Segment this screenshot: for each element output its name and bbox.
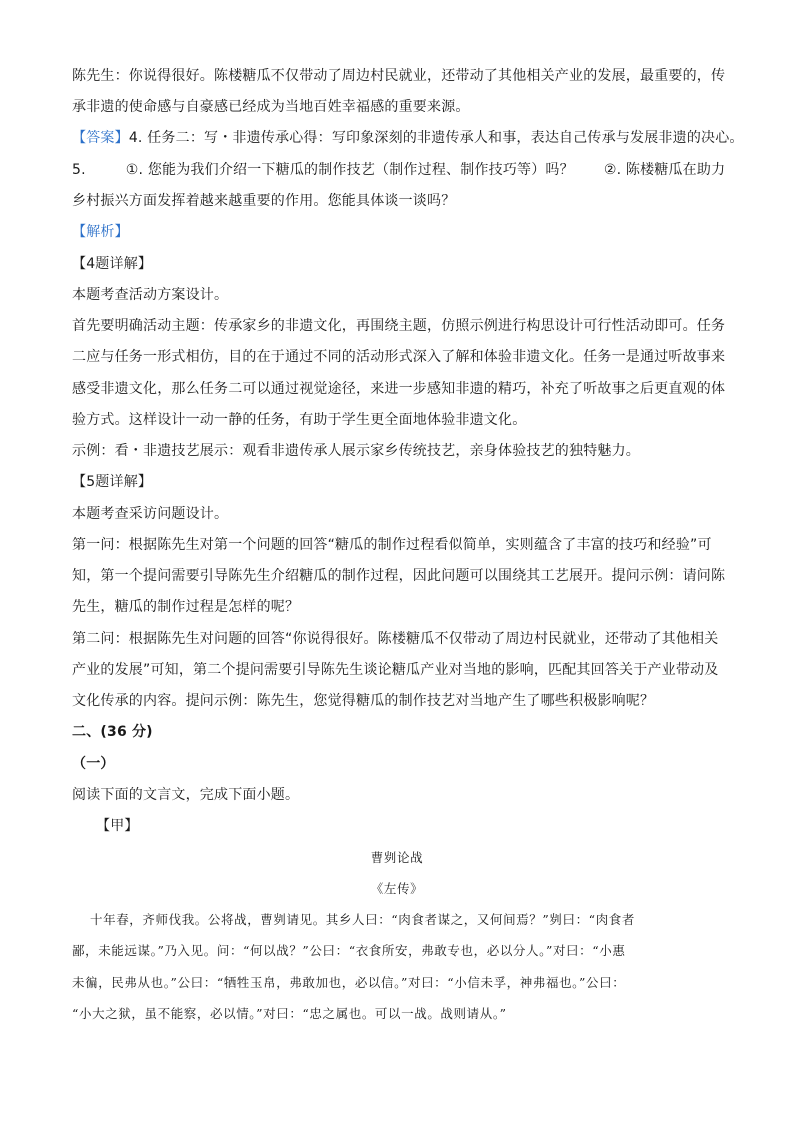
text-line: 首先要明确活动主题：传承家乡的非遗文化，再围绕主题，仿照示例进行构思设计可行性活动即可。任务 [72,318,726,334]
text-line: 二应与任务一形式相仿，目的在于通过不同的活动形式深入了解和体验非遗文化。任务一是通过听故事来 [72,349,726,365]
text-line: 第二问：根据陈先生对问题的回答“你说得很好。陈楼糖瓜不仅带动了周边村民就业，还带动了其他相关 [72,631,719,647]
text-line: 先生，糖瓜的制作过程是怎样的呢？ [72,599,300,615]
answer-line [72,128,744,148]
text-line: 示例：看・非遗技艺展示：观看非遗传承人展示家乡传统技艺，亲身体验技艺的独特魅力。 [72,443,640,459]
instruction-text: 阅读下面的文言文，完成下面小题。 [72,787,300,803]
text-line: 知，第一个提问需要引导陈先生介绍糖瓜的制作过程，因此问题可以围绕其工艺展开。提问示例：请问陈 [72,568,726,584]
question-number: 5. [72,162,86,178]
question-5-part-a: ①. 您能为我们介绍一下糖瓜的制作技艺（制作过程、制作技巧等）吗？ [125,162,574,178]
text-line: 第一问：根据陈先生对第一个问题的回答“糖瓜的制作过程看似简单，实则蕴含了丰富的技巧和经验”可 [72,537,712,553]
text-line: 文化传承的内容。提问示例：陈先生，您觉得糖瓜的制作技艺对当地产生了哪些积极影响呢？ [72,693,655,709]
text-line: 验方式。这样设计一动一静的任务，有助于学生更全面地体验非遗文化。 [72,412,527,428]
essay-title: 曹刿论战 [370,850,424,865]
section-two-heading: 二、(36 分) [72,724,153,740]
text-line: 乡村振兴方面发挥着越来越重要的作用。您能具体谈一谈吗？ [72,193,456,209]
text-line: 本题考查采访问题设计。 [72,506,229,522]
essay-line: 鄙，未能远谋。”乃入见。问：“何以战？”公曰：“衣食所安，弗敢专也，必以分人。”对曰：“小惠 [72,943,626,958]
detail-4-title: 【4题详解】 [72,256,153,272]
essay-line: 十年春，齐师伐我。公将战，曹刿请见。其乡人曰：“肉食者谋之，又何间焉？”刿曰：“肉食者 [90,912,635,927]
text-line: 陈先生：你说得很好。陈楼糖瓜不仅带动了周边村民就业，还带动了其他相关产业的发展，最重要的，传 [72,68,726,84]
answer-text: 4. 任务二：写・非遗传承心得：写印象深刻的非遗传承人和事，表达自己传承与发展非遗的决心。 [128,130,744,146]
text-line: 产业的发展”可知，第二个提问需要引导陈先生谈论糖瓜产业对当地的影响，匹配其回答关于产业带动及 [72,662,719,678]
essay-line: 未徧，民弗从也。”公曰：“牺牲玉帛，弗敢加也，必以信。”对曰：“小信未孚，神弗福也。”公曰： [72,975,626,990]
detail-5-title: 【5题详解】 [72,474,153,490]
text-line: 感受非遗文化，那么任务二可以通过视觉途径，来进一步感知非遗的精巧，补充了听故事之后更直观的体 [72,381,726,397]
text-line: 承非遗的使命感与自豪感已经成为当地百姓幸福感的重要来源。 [72,99,470,115]
essay-source: 《左传》 [370,881,424,896]
analysis-tag: 【解析】 [72,224,129,240]
answer-tag: 【答案】 [72,130,129,146]
text-line: 本题考查活动方案设计。 [72,287,229,303]
passage-label-jia: 【甲】 [96,818,139,834]
question-5-line [72,160,732,180]
subsection-heading: （一） [72,756,115,772]
essay-line: “小大之狱，虽不能察，必以情。”对曰：“忠之属也。可以一战。战则请从。” [72,1006,507,1021]
question-5-part-b: ②. 陈楼糖瓜在助力 [603,162,726,178]
